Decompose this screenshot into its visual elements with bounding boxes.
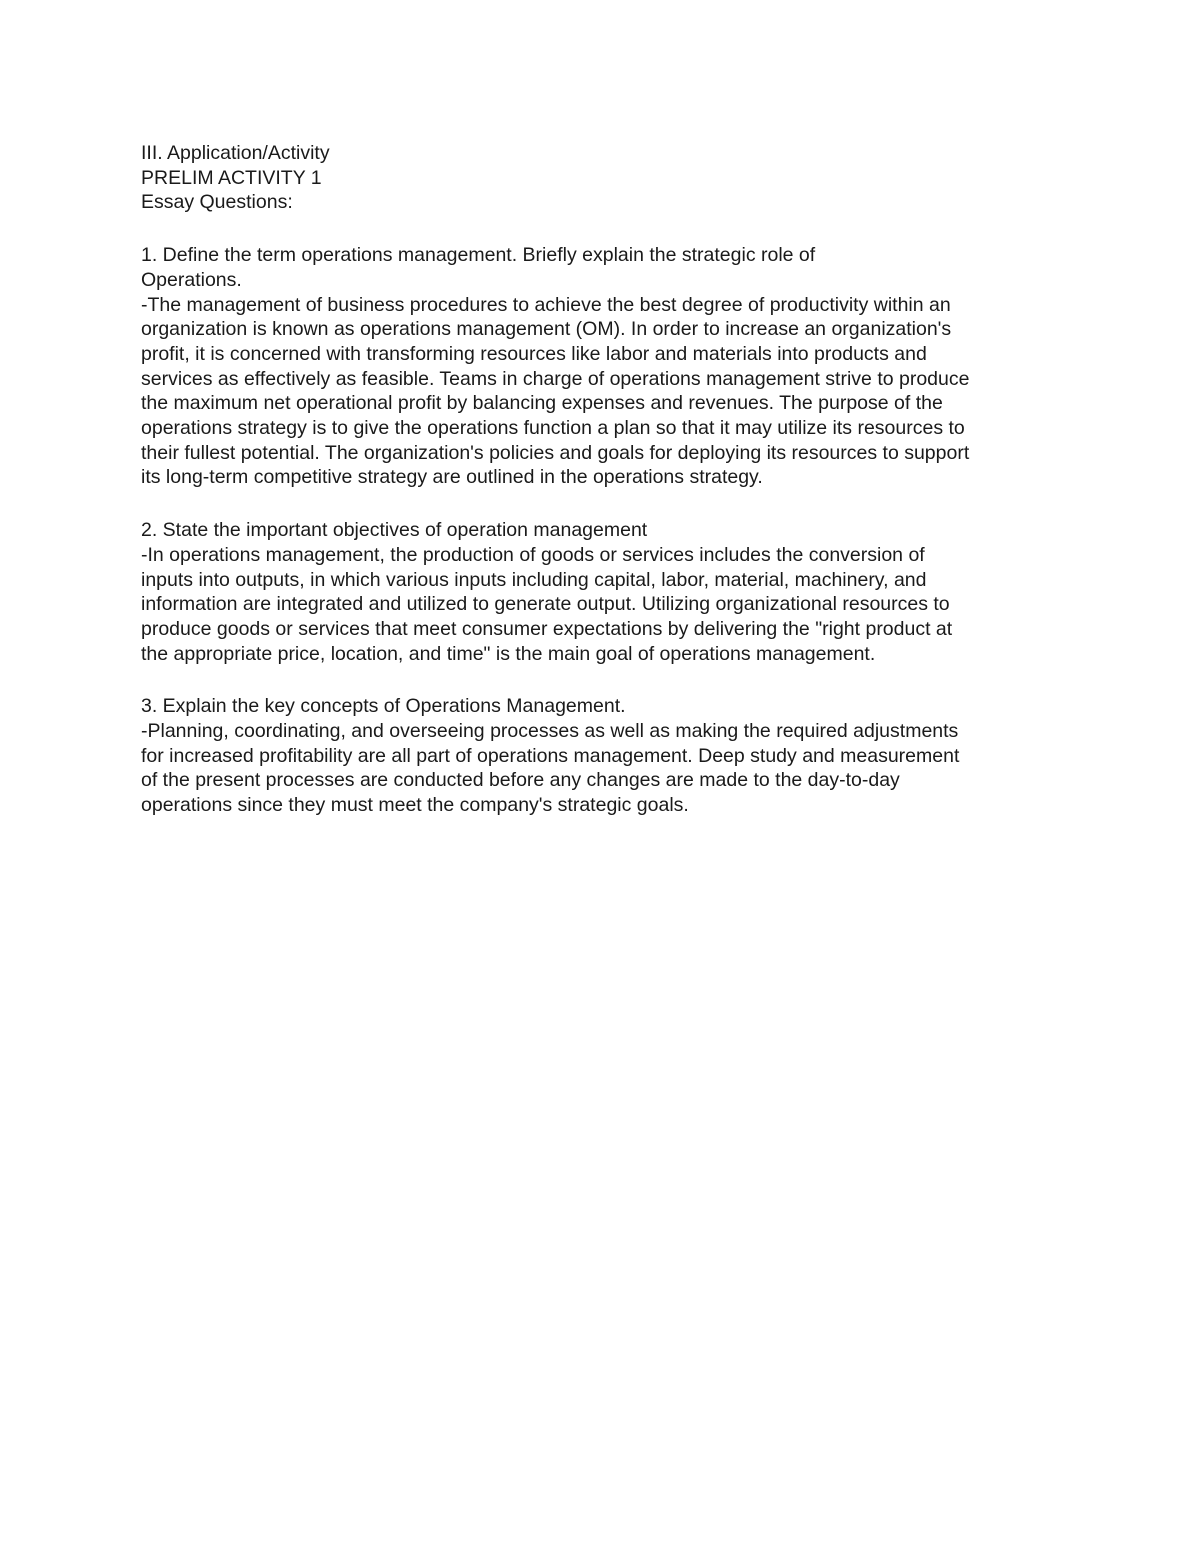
answer-text: produce goods or services that meet consumer expectations by delivering the "right product at — [141, 617, 953, 640]
answer-text: for increased profitability are all part of operations management. Deep study and measurement — [141, 744, 960, 767]
answer-text: the appropriate price, location, and time" is the main goal of operations management. — [141, 642, 876, 665]
answer-text: operations since they must meet the company's strategic goals. — [141, 794, 689, 817]
question-text: 2. State the important objectives of operation management — [141, 519, 648, 542]
answer-text: profit, it is concerned with transforming resources like labor and materials into products and — [141, 342, 927, 365]
answer-text: -In operations management, the production of goods or services includes the conversion of — [141, 543, 925, 566]
paragraph-gap — [141, 666, 1071, 694]
answer-text: -Planning, coordinating, and overseeing processes as well as making the required adjustments — [141, 720, 959, 743]
answer-text: services as effectively as feasible. Teams in charge of operations management strive to produce — [141, 367, 970, 390]
answer-text: its long-term competitive strategy are outlined in the operations strategy. — [141, 466, 763, 489]
answer-text: inputs into outputs, in which various inputs including capital, labor, material, machinery, and — [141, 568, 927, 591]
activity-title: PRELIM ACTIVITY 1 — [141, 166, 322, 189]
activity-type: Essay Questions: — [141, 191, 293, 214]
question-text: Operations. — [141, 268, 242, 291]
answer-text: their fullest potential. The organization's policies and goals for deploying its resources to support — [141, 441, 970, 464]
question-block-1 — [141, 243, 1071, 490]
paragraph-gap — [141, 490, 1071, 518]
question-text: 1. Define the term operations management. Briefly explain the strategic role of — [141, 244, 816, 267]
answer-text: operations strategy is to give the operations function a plan so that it may utilize its resources to — [141, 417, 965, 440]
question-block-2 — [141, 518, 1071, 666]
question-block-3 — [141, 694, 1071, 818]
answer-text: the maximum net operational profit by balancing expenses and revenues. The purpose of the — [141, 392, 943, 415]
answer-text: of the present processes are conducted before any changes are made to the day-to-day — [141, 769, 900, 792]
answer-text: information are integrated and utilized to generate output. Utilizing organizational resources to — [141, 593, 950, 616]
header-block — [141, 141, 1071, 215]
paragraph-gap — [141, 215, 1071, 243]
answer-text: -The management of business procedures to achieve the best degree of productivity within an — [141, 293, 951, 316]
question-text: 3. Explain the key concepts of Operations Management. — [141, 695, 626, 718]
section-heading: III. Application/Activity — [141, 142, 330, 164]
document-body — [141, 141, 1071, 818]
answer-text: organization is known as operations management (OM). In order to increase an organization's — [141, 318, 952, 341]
